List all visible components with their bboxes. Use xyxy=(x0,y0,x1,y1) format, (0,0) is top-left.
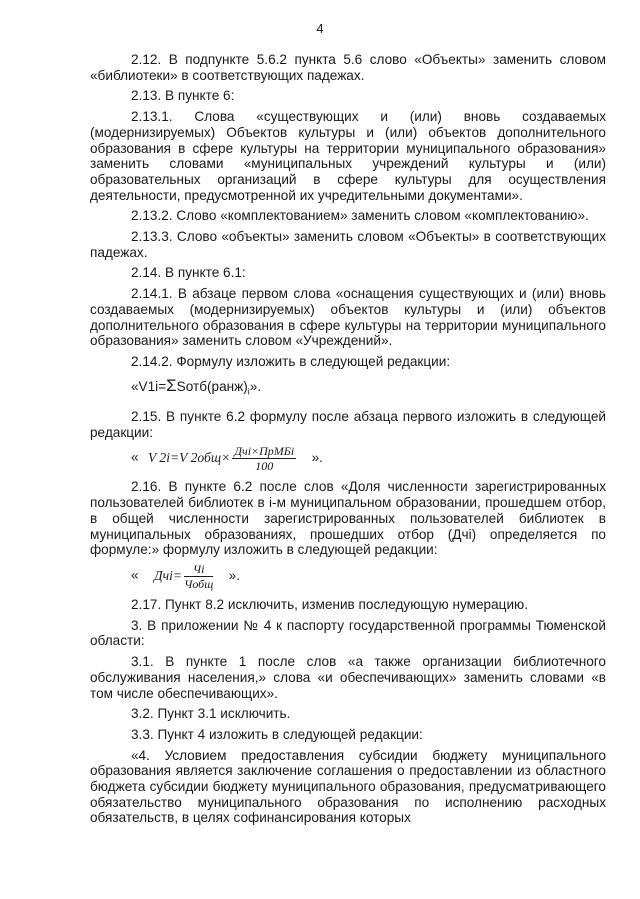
paragraph: «4. Условием предоставления субсидии бюджету муниципального образования является заключение соглашения о предоставлении из областного бюджета субсидии бюджету муниципального образования, предусматривающего обязательство муниципального образования по исполнению расходных обязательств, в целях софинансирования которых xyxy=(90,747,606,826)
paragraph: 2.13. В пункте 6: xyxy=(131,88,235,104)
paragraph: 2.14.1. В абзаце первом слова «оснащения существующих и (или) вновь создаваемых (модернизируемых) объектов культуры и (или) объектов дополнительного образования в сфере культуры на территории муниципального образования» заменить словом «Учреждений». xyxy=(90,286,606,349)
formula-open: « xyxy=(131,567,139,583)
formula-v2i xyxy=(90,444,606,473)
fraction-denominator: 100 xyxy=(255,459,274,474)
paragraph: 3.3. Пункт 4 изложить в следующей редакции: xyxy=(131,726,423,742)
paragraph: 2.16. В пункте 6.2 после слов «Доля численности зарегистрированных пользователей библиотек в i-м муниципальном образовании, прошедшем отбор, в общей численности зарегистрированных пользователей библиотек в муниципальных образованиях, прошедших отбор (Дчi) определяется по формуле:» формулу изложить в следующей редакции: xyxy=(90,479,606,558)
formula-dchi xyxy=(90,562,606,591)
formula-close: ». xyxy=(249,378,262,394)
formula-fraction xyxy=(232,444,296,473)
formula-close: ». xyxy=(311,450,323,466)
formula-open: «V1i= xyxy=(131,378,167,394)
paragraph: 2.12. В подпункте 5.6.2 пункта 5.6 слово «Объекты» заменить словом «библиотеки» в соответствующих падежах. xyxy=(90,52,606,83)
paragraph: 2.17. Пункт 8.2 исключить, изменив последующую нумерацию. xyxy=(131,597,529,612)
paragraph: 3.2. Пункт 3.1 исключить. xyxy=(131,706,291,722)
formula-v1i xyxy=(90,375,606,400)
formula-open: « xyxy=(131,450,139,466)
formula-subscript: i xyxy=(247,386,250,397)
formula-fraction xyxy=(184,562,213,591)
formula-lhs: V 2i=V 2общ× xyxy=(147,450,231,466)
paragraph: 2.13.1. Слова «существующих и (или) вновь создаваемых (модернизируемых) Объектов культуры и (или) объектов дополнительного образования в сфере культуры на территории муниципального образования» заменить словами «муниципальных учреждений культуры и (или) образовательных организаций в сфере культуры для осуществления деятельности, предусмотренной их учредительными документами». xyxy=(90,109,606,203)
fraction-numerator: Чi xyxy=(184,562,213,577)
formula-close: ». xyxy=(228,567,241,583)
formula-lhs: Дчi= xyxy=(153,567,183,583)
paragraph: 2.14. В пункте 6.1: xyxy=(131,265,246,281)
fraction-denominator: Чобщ xyxy=(184,577,214,591)
fraction-numerator: Дчi×ПрМБi xyxy=(234,444,295,459)
paragraph: 2.13.3. Слово «объекты» заменить словом «Объекты» в соответствующих падежах. xyxy=(90,229,606,260)
paragraph: 2.15. В пункте 6.2 формулу после абзаца первого изложить в следующей редакции: xyxy=(90,409,606,440)
page-number: 4 xyxy=(316,21,324,36)
sigma-symbol: Σ xyxy=(166,375,177,395)
formula-body: Sотб(ранж) xyxy=(176,378,248,394)
paragraph: 2.13.2. Слово «комплектованием» заменить словом «комплектованию». xyxy=(131,208,589,224)
paragraph: 3. В приложении № 4 к паспорту государственной программы Тюменской области: xyxy=(90,617,606,649)
document-body xyxy=(90,52,606,826)
paragraph: 2.14.2. Формулу изложить в следующей редакции: xyxy=(131,353,451,369)
paragraph: 3.1. В пункте 1 после слов «а также организации библиотечного обслуживания населения,» слова «и обеспечивающих» заменить словами «в том числе обеспечивающих». xyxy=(90,654,606,701)
